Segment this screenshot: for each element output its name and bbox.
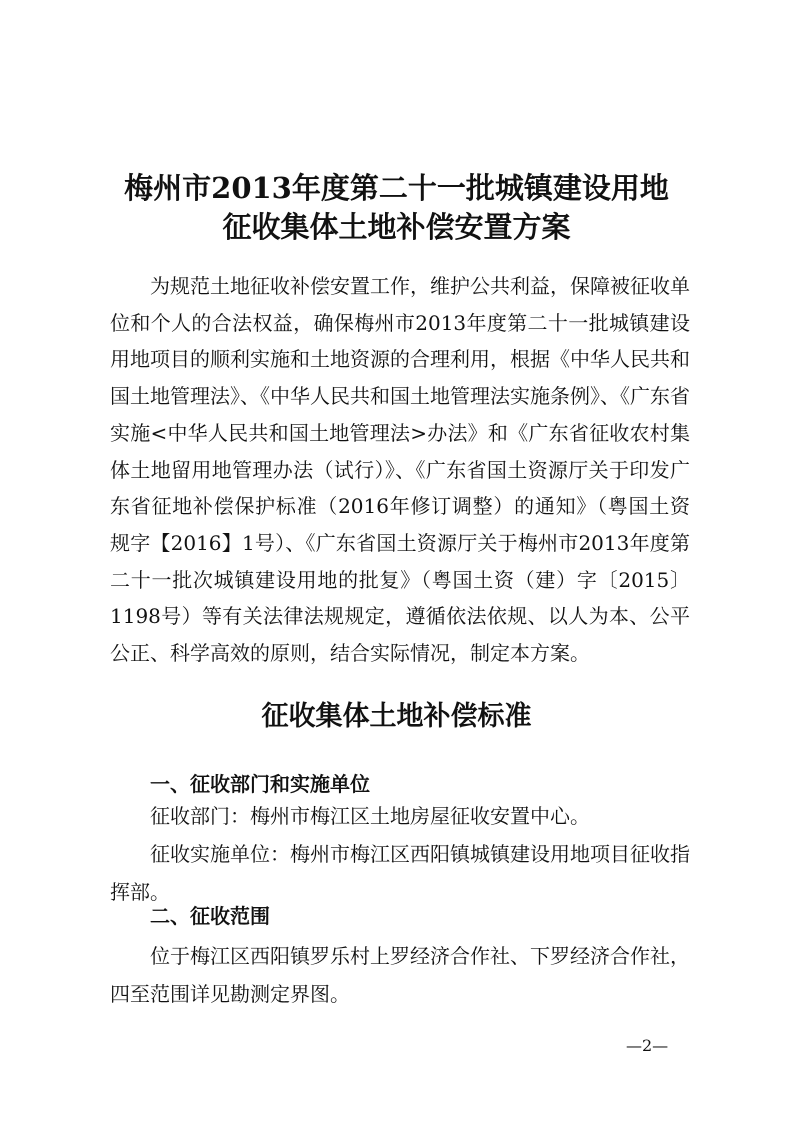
paragraph-scope: 位于梅江区西阳镇罗乐村上罗经济合作社、下罗经济合作社，四至范围详见勘测定界图。 [110,944,690,1006]
paragraph-department: 征收部门：梅州市梅江区土地房屋征收安置中心。 [150,804,590,828]
heading-department: 一、征收部门和实施单位 [150,772,370,796]
paragraph-implementer: 征收实施单位：梅州市梅江区西阳镇城镇建设用地项目征收指挥部。 [110,842,690,904]
document-title-line2: 征收集体土地补偿安置方案 [222,210,571,244]
heading-scope: 二、征收范围 [150,904,270,928]
page-number: —2— [626,1036,669,1055]
section-title: 征收集体土地补偿标准 [261,701,532,732]
intro-paragraph: 为规范土地征收补偿安置工作，维护公共利益，保障被征收单位和个人的合法权益，确保梅州市2013年度第二十一批城镇建设用地项目的顺利实施和土地资源的合理利用，根据《中华人民共和国土地管理法》、《中华人民共和国土地管理法实施条例》、《广东省实施<中华人民共和国土地管理法>办法》和《广东省征收农村集体土地留用地管理办法（试行）》、《广东省国土资源厅关于印发广东省征地补偿保护标准（2016年修订调整）的通知》（粤国土资规字【2016】1号）、《广东省国土资源厅关于梅州市2013年度第二十一批次城镇建设用地的批复》（粤国土资（建）字〔2015〕1198号）等有关法律法规规定，遵循依法依规、以人为本、公平公正、科学高效的原则，结合实际情况，制定本方案。 [110,274,690,666]
document-title-line1: 梅州市2013年度第二十一批城镇建设用地 [124,171,669,205]
